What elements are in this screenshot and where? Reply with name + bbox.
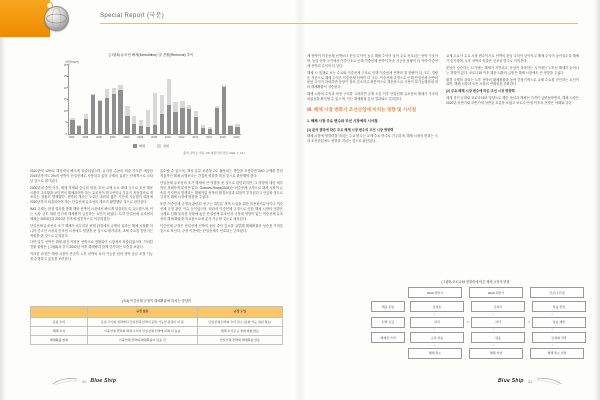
- paragraph: IMO 규제는 잠정 결과를 통해 해당 선박이 시장에서 빠르게 퇴출되도록 유도했으며, 이는 시장 규모 대비 단기에 해체량이 급증하는 요인이 되었다. 특히 단일선체 유조선의 해체는 2003년과 2010년 전후에 집중적으로 이루어졌다.: [30, 207, 153, 221]
- stacked-bar: [132, 116, 136, 134]
- section-heading: Ⅲ. 해체 시장 변화가 조선산업에 미치는 영향 및 시사점: [307, 106, 417, 112]
- stacked-bar: [105, 89, 109, 134]
- y-tick-mark: [67, 99, 69, 100]
- down-arrow-icon: ↓: [551, 327, 553, 332]
- table-row: [31, 317, 283, 326]
- paragraph: 해체 시장의 수익과 비용 구조를 고려하면 규제 도입 이후 단일선체 유조선의 해체가 가속화되었음을 확인할 수 있으며, 이는 해체확률 분석 결과와도 일치한다.: [307, 92, 438, 101]
- bar-segment: [167, 105, 171, 134]
- bar-segment: [118, 90, 122, 134]
- diagram-box: 소폭 상승: [410, 332, 464, 343]
- bar-segment: [112, 94, 116, 134]
- table: [30, 306, 283, 346]
- paragraph: 체 선박이 이중선체 선박보다 운임 수익이 높고 해체 수익이 낮아 주로 선호되는 선박 구조이며, 동일 선박 크기에서 이중구조로 인해 이중선체 선박이 운송 가능한 용량이 더 작아 이중선체 선박의 수익이 더 낮다.: [307, 54, 438, 68]
- x-tick-label: 1996: [68, 136, 75, 139]
- stacked-bar: [215, 106, 219, 134]
- stacked-bar: [98, 100, 102, 134]
- table-row: [31, 326, 283, 335]
- paragraph: 해체 시 철재로 보는 수요와 이중선체 구조로 인해 이중선체 선박의 철 함량이 더 크고, 경량톤 기준으로 해체 수익은 이중선체 선박이 더 크다. 이중선체 규정으로 인해 단일선체 선박의 운임 수익이 하락하면 운항이 점차 감소하고 최종적으로 해운용으로 사용이 불가능해짐에 따라 해체확률이 상승한다.: [307, 70, 438, 90]
- paragraph: 이러한 과정은 해체 시장이 단순히 노후 선박의 처리 기능을 넘어 선박 공급 조절 기능을 수행하고 있음을 보여준다.: [30, 252, 153, 261]
- sub-heading-3: (2) 주요 해체 시장 변수에 따른 조선 시장 영향력: [446, 89, 515, 94]
- stacked-bar: [235, 124, 239, 134]
- table-cell: 해체확률 변화: [31, 335, 88, 344]
- brand-wordmark: Blue Ship: [90, 378, 117, 384]
- x-tick-label: 2008: [151, 136, 157, 139]
- diagram-box: 하락: [410, 317, 464, 328]
- stacked-bar: [146, 110, 150, 134]
- page-edge-right: [594, 0, 600, 400]
- right-col1-paragraphs-after: [307, 134, 438, 144]
- paragraph: 교체 수요가 주요 시장 변수이므로 선박의 운임 수익이 낮아지고 해체 수익이 높아질수록 해체가 증가하며, 노후 선박의 퇴출은 신조선 발주로 이어진다.: [446, 54, 579, 63]
- bar-segment: [194, 117, 198, 134]
- swoosh-icon: [52, 376, 78, 386]
- sub-heading-2: (1) 분석 결과에 따른 주요 해체 시장 변수의 조선 시장 영향력: [307, 127, 394, 132]
- paragraph: 해체 시장에 영향력을 미치는 주요 변수는 교체 수요 변수로 간주되며, 해체 시장의 변화는 국내 조선산업에도 영향을 미치는 것으로 판단된다.: [307, 134, 438, 143]
- bar-segment: [84, 119, 88, 134]
- diagram-title: (그림9) 코로나19 영향력에 따른 해체 시장의 변화: [441, 280, 510, 284]
- diagram-box: 급상승: [410, 301, 464, 312]
- bar-segment: [153, 125, 157, 134]
- paragraph: 단일선체 유조선의 조기 해체에 큰 영향을 준 것으로 판단되지만, 그 영향에 대한 세부적인 경제학적 분석은 없다. Graham-Rowa(2004)는 이중선체 규정으로 해체 시장이 급속히 커지면서 발생하는 해체작업 선박의 환경오염과 위험이 부각된다고 언급할 정도로 규정이 해체 시장에 영향을 주었다.: [160, 180, 283, 200]
- stacked-bar: [91, 94, 95, 134]
- diagram-grid: [371, 287, 580, 359]
- sub-heading-1: 1. 해체 시장 주요 변수와 조선 시장에의 시사점: [307, 118, 378, 123]
- diagram-box: 안정화 전망: [532, 332, 586, 343]
- bar-segment: [167, 79, 171, 105]
- right-col2-paragraphs-b: [446, 96, 579, 106]
- right-page-column-1: [307, 54, 438, 290]
- table-header-cell: 규정 도입: [197, 306, 282, 317]
- diagram-box: 해체 축소 전망: [530, 348, 584, 359]
- stacked-bar: [194, 111, 198, 134]
- page-edge-left: [0, 0, 6, 400]
- stacked-bar: [125, 106, 129, 134]
- x-tick-label: 2000: [95, 136, 102, 139]
- table-cell: 해체 수익: [31, 326, 88, 335]
- y-tick-label: 0: [65, 131, 67, 136]
- table-cell: 단일선체 선박의 수익 감소 (운항 가능 범위 축소): [197, 317, 282, 326]
- bar-segment: [153, 93, 157, 125]
- header-accent-block: [0, 0, 50, 37]
- x-tick-label: 1998: [82, 136, 89, 139]
- right-arrow-icon: ⇒: [466, 320, 469, 324]
- bar-segment: [105, 98, 109, 134]
- diagram-box: 하락: [471, 317, 525, 328]
- down-arrow-icon: ↓: [551, 311, 553, 316]
- down-arrow-icon: ↓: [551, 342, 553, 347]
- bar-segment: [146, 110, 150, 127]
- page-number-right: 31: [527, 378, 533, 384]
- diagram-box: 해체 지연: [469, 348, 523, 359]
- x-tick-label: 2010: [164, 136, 171, 139]
- diagram-box: 상승: [471, 332, 525, 343]
- stacked-bar: [173, 102, 177, 134]
- y-tick-mark: [67, 64, 69, 65]
- down-arrow-icon: ↓: [492, 342, 494, 347]
- swoosh-icon: [536, 376, 562, 386]
- header-rule: [100, 23, 578, 24]
- y-tick-mark: [67, 110, 69, 111]
- tanker-demolition-chart: [57, 53, 245, 155]
- diagram-box: 2020 상반기: [408, 287, 462, 298]
- legend-item: [157, 143, 169, 148]
- stacked-bar: [167, 79, 171, 134]
- stacked-bar: [118, 85, 122, 134]
- bar-segment: [201, 128, 205, 134]
- bar-segment: [160, 95, 164, 115]
- bar-segment: [125, 116, 129, 134]
- table-header-row: [31, 306, 283, 317]
- diagram-box: 코로나 안정: [530, 287, 584, 298]
- bar-segment: [180, 101, 184, 108]
- legend-swatch: [133, 144, 137, 148]
- stacked-bar: [201, 125, 205, 134]
- right-col2-paragraphs-a: [446, 54, 579, 87]
- brand-wordmark: Blue Ship: [498, 378, 524, 384]
- bar-segment: [98, 101, 102, 134]
- bar-segment: [70, 120, 74, 134]
- bar-segment: [222, 87, 226, 134]
- table-body: [31, 317, 283, 345]
- chart-source-note: 출처: 클락슨 자료, SN 재정리(작성일: 2021. 1. 14.): [183, 150, 245, 155]
- stacked-bar: [228, 125, 232, 134]
- legend-item: [133, 143, 145, 148]
- stacked-bar: [70, 118, 74, 134]
- footer-right: [498, 376, 562, 386]
- stacked-bar: [139, 120, 143, 134]
- bar-segment: [228, 126, 232, 134]
- page-number-left: 30: [82, 378, 87, 384]
- bar-segment: [173, 112, 177, 134]
- diagram-header-row: [371, 287, 580, 298]
- diagram-row: [371, 348, 580, 359]
- paragraph: 2000년대 중반 이후, 세계 경제와 중국의 성장, 조선 교체 수요 확대 등으로 조선·해운 시황이 초호황을 보이면서 해체되어야 하는 유조선이 벌크선이나 부유식 저장설비로 개조되는 상황도 발생했다. 선박의 개조는 1~2년 내외의 짧은 기간에 가능했기 때문에 2010년까지 퇴출되어야 하는 단일선체 유조선의 개조가 활발했던 것으로 판단된다.: [30, 185, 153, 205]
- x-tick-label: 2006: [137, 136, 144, 139]
- paragraph: 또한 이중선체 규정과 관련된 연구는 대부분 정책 도입을 위한 비용편익분석이나 이중선체 규정 관련 이슈 등이었으며, 따라서 이중선체 규정으로 인한 해체 시장의 영향은 규제로 인해 불리한 상황에 놓인 단일선체 유조선과 규정에 영향이 없는 이중선체 유조선의 해체 확률을 비교함으로써 분석 가능할 것으로 예상된다.: [160, 202, 283, 221]
- paragraph: 흡수할 수 있으며, 해상 유류 보관창고로 활용되는 방안을 포함하면 IMO 규제를 통한 직접적인 해체 시행보다는 간접적 영향을 미친 것으로 판단해야 한다.: [160, 169, 283, 178]
- table-row: [31, 335, 283, 344]
- bar-segment: [132, 116, 136, 124]
- right-arrow-icon: ⇒: [527, 320, 530, 324]
- diagram-box: 급하락: [471, 301, 525, 312]
- double-hull-impact-table: [30, 298, 283, 345]
- footer-left: [52, 376, 116, 386]
- stacked-bar: [160, 95, 164, 134]
- table-cell: 이중선체 선박의 해체 수익이 단일선체 선박에 비해 더 높음: [88, 326, 198, 335]
- down-arrow-icon: ↓: [433, 311, 435, 316]
- y-tick-label: 10: [63, 108, 67, 113]
- paragraph: 환경 규제의 강화는 노후 선박의 해체확률을 높여 중장기적으로 교체 수요를 견인하는 요인이 되며, 해체 시장과 조선 시장의 연계성을 강화한다.: [446, 77, 579, 87]
- y-tick-mark: [67, 122, 69, 123]
- bar-segment: [235, 127, 239, 134]
- paragraph: 운임이 상승하는 시기에는 해체가 지연되고, 운임이 하락하는 시기에는 노후선 해체가 늘어나는 경향이 있다. 코로나19 이후 해운 시황의 급변은 해체 시장에도 큰 영향을 주었다.: [446, 65, 579, 75]
- left-page-column-2: [160, 169, 283, 295]
- right-page-column-2: [446, 54, 579, 274]
- stacked-bar: [77, 125, 81, 134]
- stacked-bar: [222, 85, 226, 134]
- table-header-cell: 규정 없음: [88, 306, 198, 317]
- bar-segment: [208, 129, 212, 134]
- legend-swatch: [157, 144, 161, 148]
- bar-segment: [91, 95, 95, 134]
- legend-label: 해체: [139, 144, 145, 148]
- diagram-box: 상승 전망: [532, 301, 586, 312]
- bar-segment: [187, 109, 191, 134]
- y-tick-label: 30: [63, 62, 67, 67]
- paragraph: 단일선체 유조선의 조기 해체가 마무리된 현재 관점에서 규제의 효과는 해체 시장뿐 아니라 중고선 시장과 신조선 시장에도 영향을 준 것으로 평가되며, 교체 수요를 앞당기는 역할을 한 것으로 분석된다.: [30, 223, 153, 238]
- bar-segment: [132, 124, 136, 134]
- report-title: Special Report (국문): [100, 13, 165, 19]
- y-tick-label: 25: [63, 74, 67, 79]
- table-header-cell: [31, 306, 88, 317]
- bar-segment: [139, 126, 143, 134]
- bar-segment: [180, 108, 184, 134]
- stacked-bar: [84, 114, 88, 134]
- stacked-bar: [180, 101, 184, 134]
- diagram-row-label: 해운 운임: [371, 301, 405, 312]
- paragraph: 이중선체 규정은 단일선체 선박의 운임 수익 감소를 유발해 해체확률의 상승을 가져올 것으로 보인다. 규정 이전에는 단일선체가 선호되는 구조였다.: [160, 223, 283, 233]
- table-cell: 이중선체 선박의 해체확률이 낮을 것: [88, 335, 198, 344]
- right-col1-paragraphs: [307, 54, 438, 102]
- stacked-bar: [153, 93, 157, 134]
- bar-segment: [160, 114, 164, 134]
- y-tick-mark: [67, 76, 69, 77]
- diagram-row-label: 선박 공급: [371, 317, 405, 328]
- down-arrow-icon: ↓: [492, 327, 494, 332]
- table-cell: 해체 수익은 규정에 영향 없음: [197, 326, 282, 335]
- diagram-box: 2020 하반기: [469, 287, 523, 298]
- chart-title: (그림8) 유조선 해체(Demolition) 및 전환(Removal) 추이: [108, 53, 194, 57]
- paragraph: 2010년에 12%로 해상에서 빠르게 퇴출되었으며, 유사한 수준의 퇴출 강도를 예상한 2015년까지도 2%의 선박이 단일선체로 사용되고 있어 규제의 효과는 단계적으로 나타난 것으로 평가된다.: [30, 169, 153, 183]
- table-cell: 동일 크기의 선박에서 단일선체 선박이 운반 가능한 용량이 더 큼: [88, 317, 198, 326]
- diagram-row-label: 해체선 가격: [371, 332, 405, 343]
- x-tick-label: 2004: [123, 136, 130, 139]
- covid-impact-flow-diagram: [371, 279, 580, 359]
- bar-segment: [146, 127, 150, 134]
- diagram-box: 해체 축소: [408, 348, 462, 359]
- diagram-box: 상승 제한: [532, 317, 586, 328]
- chart-legend: [57, 143, 245, 148]
- diagram-label-spacer: [371, 288, 403, 297]
- x-tick-label: 2018: [219, 136, 226, 139]
- x-tick-label: 2016: [206, 136, 213, 139]
- center-seam: [294, 0, 306, 400]
- stacked-bar: [208, 127, 212, 134]
- down-arrow-icon: ↓: [433, 327, 435, 332]
- down-arrow-icon: ↓: [492, 311, 494, 316]
- stacked-bar: [112, 88, 116, 134]
- diagram-label-spacer: [371, 349, 403, 358]
- bar-segment: [77, 126, 81, 134]
- x-tick-label: 2002: [109, 136, 116, 139]
- globe-compass-icon: [44, 6, 69, 31]
- y-tick-label: 20: [63, 85, 67, 90]
- table-header: [31, 306, 283, 317]
- bar-segment: [173, 102, 177, 112]
- chart-x-axis-labels: [68, 135, 240, 140]
- y-tick-label: 15: [63, 97, 67, 102]
- paragraph: 세계 경기 둔화와 코로나19의 영향으로 해운 운임과 해체선 가격이 급변동하면서, 해체 시장은 2020년 상반기와 하반기에 상반된 흐름을 보였고 코로나 안정 이후의 전망은 아래와 같다.: [446, 95, 579, 105]
- legend-label: 전환: [163, 144, 169, 148]
- bar-segment: [125, 106, 129, 115]
- y-tick-label: [59, 121, 67, 124]
- stacked-bar: [187, 105, 191, 134]
- bar-segment: [105, 89, 109, 98]
- table-caption: (표4) 이중선체 규정이 해체확률에 미치는 영향력: [121, 299, 192, 303]
- chart-y-axis-label: (백만DWT): [65, 60, 80, 64]
- down-arrow-icon: ↓: [433, 342, 435, 347]
- x-tick-label: 2020: [233, 136, 240, 139]
- x-tick-label: 2012: [178, 136, 185, 139]
- left-page-column-1: [30, 169, 153, 295]
- y-tick-mark: [67, 87, 69, 88]
- bar-segment: [215, 108, 219, 134]
- x-tick-label: 2014: [192, 136, 199, 139]
- paragraph: 다만 일부 선박은 해체 대신 저장용 선박으로 전환되어 시장에서 퇴출되었으며, 이러한 전환 물량은 (그림8)과 같이 2007년 이후 해체량과 함께 증가하는 모습을 보였다.: [30, 240, 153, 250]
- table-cell: 운임 수익: [31, 317, 88, 326]
- table-cell: 단일선체 선박의 해체확률 상승: [197, 335, 282, 344]
